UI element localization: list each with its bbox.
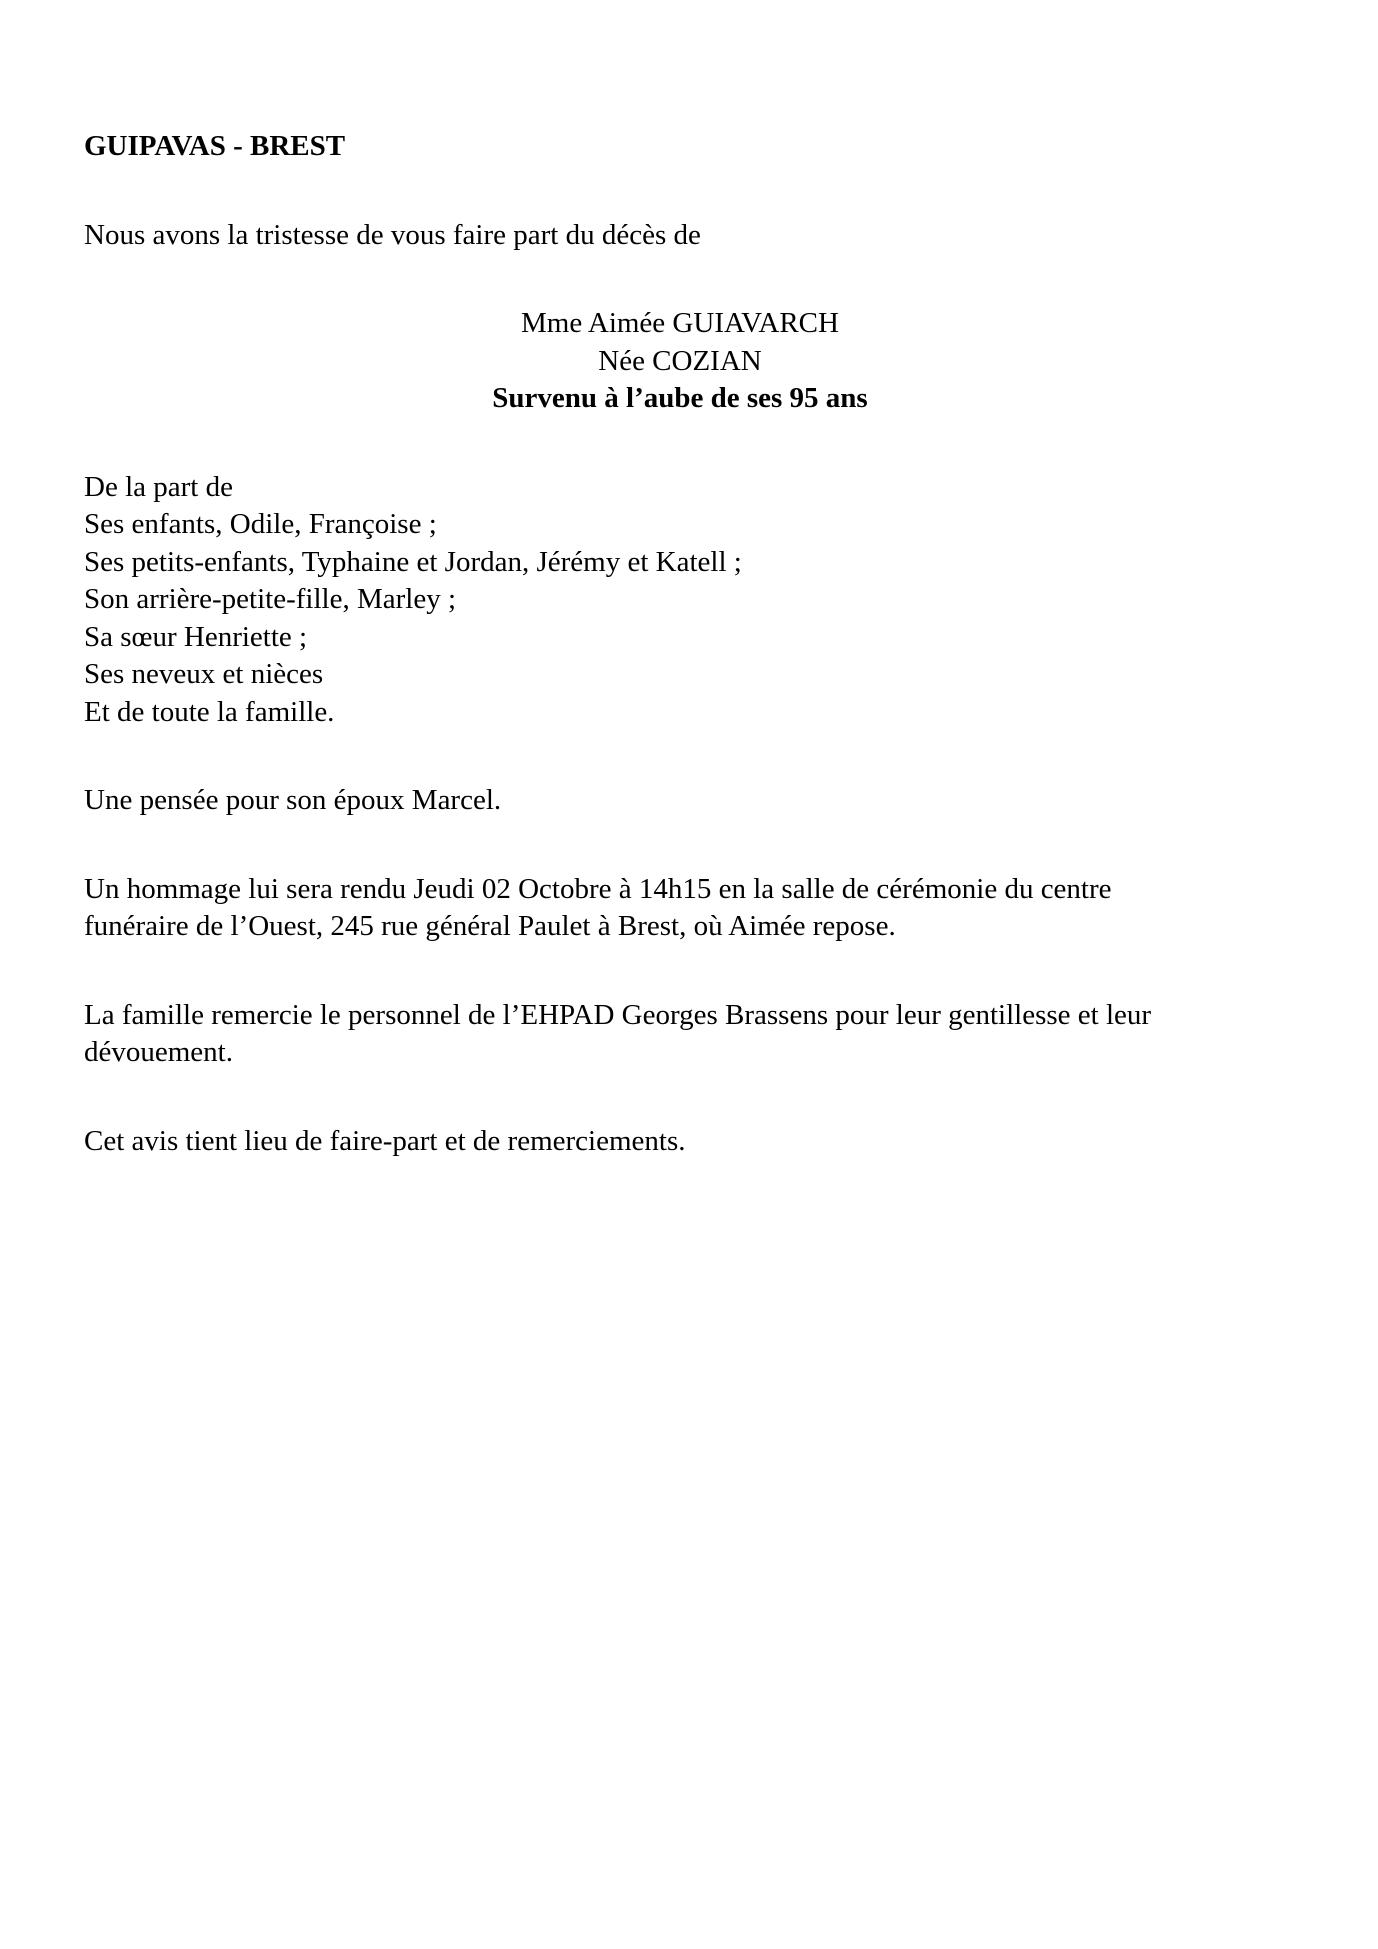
family-line: Sa sœur Henriette ; bbox=[84, 620, 308, 653]
thanks-line: La famille remercie le personnel de l’EHPAD Georges Brassens pour leur gentillesse et leur bbox=[84, 998, 1152, 1031]
family-line: De la part de bbox=[84, 470, 233, 503]
family-line: Ses petits-enfants, Typhaine et Jordan, Jérémy et Katell ; bbox=[84, 545, 742, 578]
thanks-paragraph bbox=[84, 997, 1304, 1072]
family-line: Ses neveux et nièces bbox=[84, 658, 324, 690]
deceased-maiden-name: Née COZIAN bbox=[598, 344, 762, 377]
deceased-age-line: Survenu à l’aube de ses 95 ans bbox=[492, 382, 868, 414]
family-line: Son arrière-petite-fille, Marley ; bbox=[84, 583, 457, 615]
deceased-block bbox=[84, 305, 1304, 418]
thanks-line: dévouement. bbox=[84, 1036, 233, 1068]
intro-text: Nous avons la tristesse de vous faire part du décès de bbox=[84, 218, 701, 251]
closing-text: Cet avis tient lieu de faire-part et de remerciements. bbox=[84, 1124, 686, 1157]
family-line: Ses enfants, Odile, Françoise ; bbox=[84, 508, 437, 540]
ceremony-line: funéraire de l’Ouest, 245 rue général Paulet à Brest, où Aimée repose. bbox=[84, 910, 896, 942]
deceased-name: Mme Aimée GUIAVARCH bbox=[521, 307, 839, 339]
family-line: Et de toute la famille. bbox=[84, 695, 335, 728]
location-heading: GUIPAVAS - BREST bbox=[84, 130, 346, 162]
ceremony-paragraph bbox=[84, 871, 1304, 946]
thought-text: Une pensée pour son époux Marcel. bbox=[84, 784, 502, 816]
family-list bbox=[84, 469, 1304, 732]
ceremony-line: Un hommage lui sera rendu Jeudi 02 Octobre à 14h15 en la salle de cérémonie du centre bbox=[84, 872, 1112, 905]
obituary-document bbox=[84, 128, 1304, 1160]
